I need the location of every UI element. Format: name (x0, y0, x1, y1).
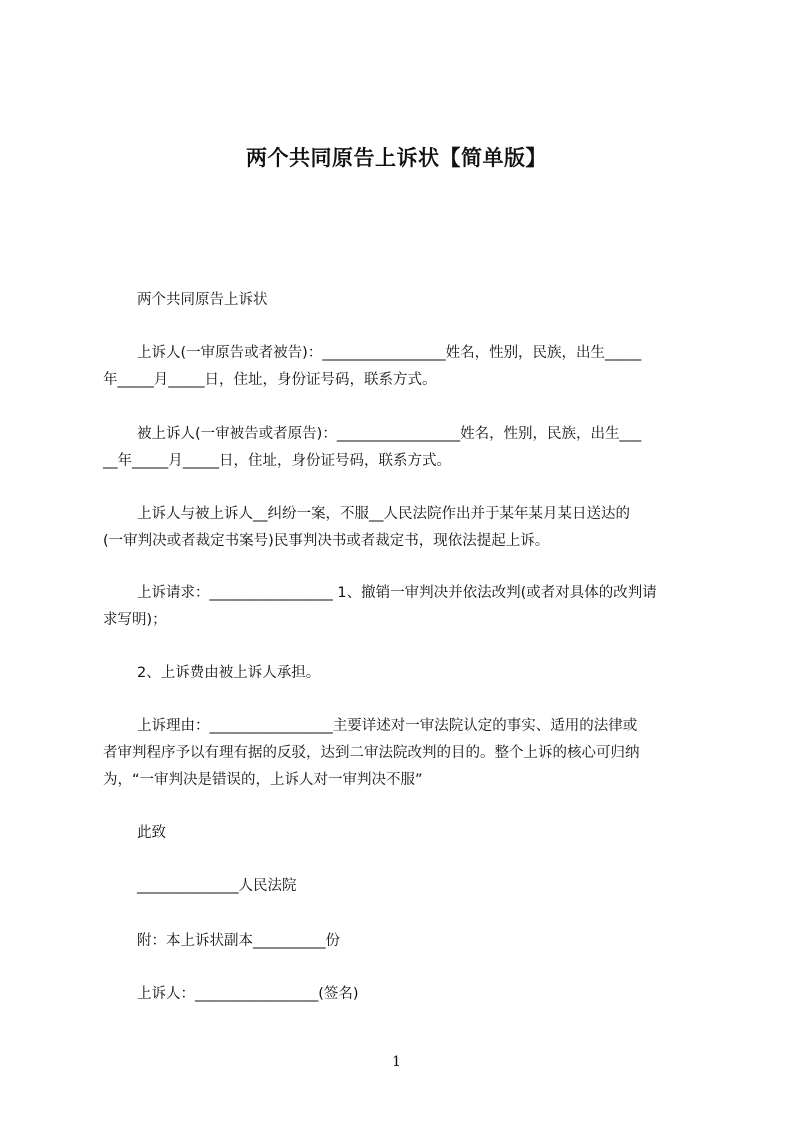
reasons-line-3: 为，“一审判决是错误的，上诉人对一审判决不服” (103, 772, 423, 788)
request-2-paragraph (103, 660, 701, 687)
court-text: ______________人民法院 (137, 878, 297, 894)
case-statement-line-2: (一审判决或者裁定书案号)民事判决书或者裁定书，现依法提起上诉。 (103, 533, 550, 549)
case-statement-line-1: 上诉人与被上诉人__纠纷一案，不服__人民法院作出并于某年某月某日送达的 (137, 506, 630, 522)
appellee-paragraph (103, 421, 701, 475)
document-title: 两个共同原告上诉状【简单版】 (246, 146, 547, 170)
reasons-paragraph (103, 713, 701, 794)
reasons-line-2: 者审判程序予以有理有据的反驳，达到二审法院改判的目的。整个上诉的核心可归纳 (103, 745, 640, 761)
salutation-text: 此致 (137, 825, 166, 841)
appellee-line-2: __年_____月_____日，住址，身份证号码，联系方式。 (103, 453, 451, 469)
signature-paragraph (103, 981, 701, 1008)
document-subtitle (103, 287, 701, 314)
subtitle-text: 两个共同原告上诉状 (137, 292, 268, 308)
appellee-line-1: 被上诉人(一审被告或者原告)：_________________姓名，性别，民族，出生___ (137, 426, 642, 442)
attachment-paragraph (103, 928, 701, 955)
signature-text: 上诉人：_________________(签名) (137, 986, 359, 1002)
appellant-line-1: 上诉人(一审原告或者被告)：_________________姓名，性别，民族，出生_____ (137, 345, 642, 361)
requests-line-1: 上诉请求：_________________ 1、撤销一审判决并依法改判(或者对具体的改判请 (137, 585, 657, 601)
request-2-text: 2、上诉费由被上诉人承担。 (137, 665, 321, 681)
case-statement-paragraph (103, 501, 701, 555)
appellant-line-2: 年_____月_____日，住址，身份证号码，联系方式。 (103, 372, 437, 388)
court-paragraph (103, 873, 701, 900)
page-number: 1 (392, 1054, 401, 1070)
appellant-paragraph (103, 340, 701, 394)
requests-line-2: 求写明)； (103, 612, 167, 628)
attachment-text: 附：本上诉状副本__________份 (137, 933, 340, 949)
requests-paragraph (103, 580, 701, 634)
salutation-paragraph (103, 820, 701, 847)
reasons-line-1: 上诉理由：_________________主要详述对一审法院认定的事实、适用的法律或 (137, 718, 638, 734)
